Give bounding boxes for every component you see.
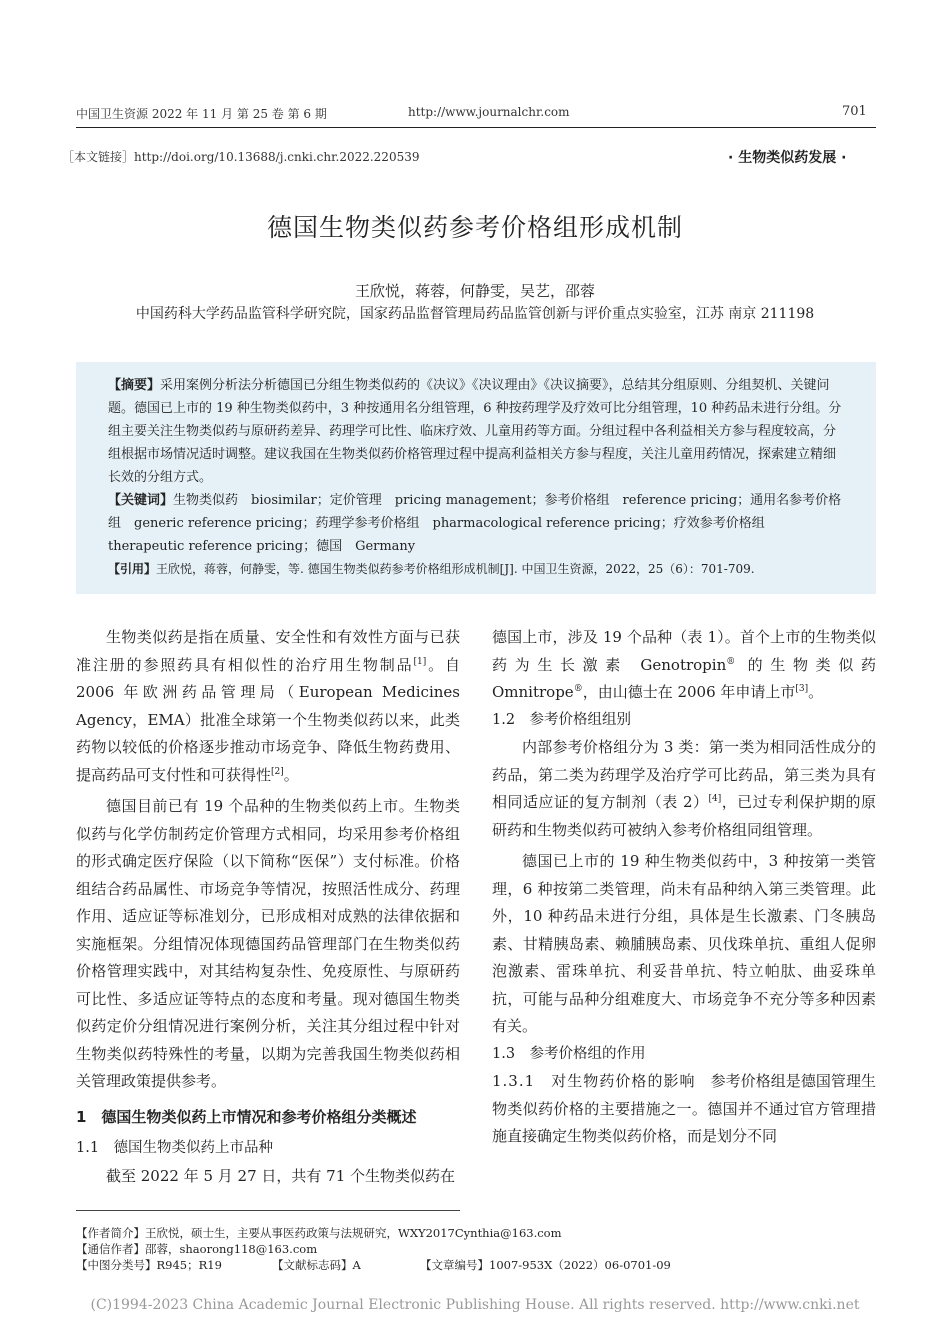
subsubsection-heading: 1.3.1 对生物药价格的影响 — [492, 1072, 696, 1090]
subsection-heading: 1.2 参考价格组组别 — [492, 711, 632, 728]
author-note: 【作者简介】王欣悦，硕士生，主要从事医药政策与法规研究，WXY2017Cynthia@163.com — [76, 1226, 562, 1240]
paragraph — [492, 1068, 876, 1151]
abstract-label: 【摘要】 — [108, 378, 161, 393]
text: 。 — [283, 765, 299, 784]
paragraph: 德国目前已有 19 个品种的生物类似药上市。生物类似药与化学仿制药定价管理方式相同，均采用参考价格组的形式确定医疗保险（以下简称“医保”）支付标准。价格组结合药品属性、市场竞争等情况，按照活性成分、药理作用、适应证等标准划分，已形成相对成熟的法律依据和实施框架。分组情况体现德国药品管理部门在生物类似药价格管理实践中，对其结构复杂性、免疫原性、与原研药可比性、多适应证等特点的态度和考量。现对德国生物类似药定价分组情况进行案例分析，关注其分组过程中针对生物类似药特殊性的考量，以期为完善我国生物类似药相关管理政策提供参考。 — [76, 797, 460, 1090]
citation-text: 王欣悦，蒋蓉，何静雯，等. 德国生物类似药参考价格组形成机制[J]. 中国卫生资源，2022，25（6）：701-709. — [156, 562, 755, 576]
text: 的生物类似药 Omnitrope — [492, 655, 876, 701]
article-title: 德国生物类似药参考价格组形成机制 — [266, 213, 683, 242]
header-rule — [76, 127, 876, 128]
subsection-heading: 1.1 德国生物类似药上市品种 — [76, 1140, 274, 1156]
text: 内部参考价格组分为 3 类：第一类为相同活性成分的药品，第二类为药理学及治疗学可比药品，第三类为具有相同适应证的复方制剂（表 2） — [492, 738, 876, 811]
reference-mark[interactable]: [4] — [708, 794, 722, 804]
paragraph: 截至 2022 年 5 月 27 日，共有 71 个生物类似药在 — [106, 1166, 456, 1185]
keywords-label: 【关键词】 — [108, 493, 174, 508]
journal-info: 中国卫生资源 2022 年 11 月 第 25 卷 第 6 期 — [76, 107, 327, 121]
text: 参考价格组是德国管理生物类似药价格的主要措施之一。德国并不通过官方管理措施直接确定生物类似药价格，而是划分不同 — [492, 1072, 876, 1145]
doi-link[interactable]: ［本文链接］http://doi.org/10.13688/j.cnki.chr.2022.220539 — [62, 150, 420, 164]
text: 生物类似药是指在质量、安全性和有效性方面与已获准注册的参照药具有相似性的治疗用生物制品 — [76, 628, 460, 674]
copyright-notice: (C)1994-2023 China Academic Journal Electronic Publishing House. All rights reserved. http://www.cnki.net — [90, 1297, 860, 1313]
reference-mark[interactable]: [1] — [413, 656, 427, 667]
article-number: 【文章编号】1007-953X（2022）06-0701-09 — [420, 1258, 671, 1272]
reference-mark[interactable]: [3] — [795, 684, 809, 694]
text: 。自 2006 年欧洲药品管理局（European Medicines Agency，EMA）批准全球第一个生物类似药以来，此类药物以较低的价格逐步推动市场竞争、降低生物药费用、提高药品可支付性和可获得性 — [76, 655, 460, 784]
authors: 王欣悦，蒋蓉，何静雯，吴艺，邵蓉 — [354, 282, 595, 300]
text: 。 — [808, 683, 824, 701]
citation-label: 【引用】 — [108, 562, 157, 576]
paragraph — [492, 734, 876, 844]
keywords — [108, 489, 844, 558]
page-number: 701 — [842, 104, 867, 119]
abstract — [108, 374, 844, 489]
clc-number: 【中图分类号】R945；R19 — [76, 1258, 222, 1272]
registered-mark: ® — [573, 684, 583, 694]
left-column — [76, 624, 460, 1190]
document-code: 【文献标志码】A — [272, 1258, 361, 1272]
subsection-heading: 1.3 参考价格组的作用 — [492, 1045, 646, 1062]
abstract-box — [76, 362, 876, 594]
journal-url[interactable]: http://www.journalchr.com — [408, 105, 570, 119]
paragraph — [76, 624, 460, 789]
citation — [108, 558, 844, 581]
paragraph: 德国已上市的 19 种生物类似药中，3 种按第一类管理，6 种按第二类管理，尚未有品种纳入第三类管理。此外，10 种药品未进行分组，具体是生长激素、门冬胰岛素、甘精胰岛素、赖脯胰岛素、贝伐珠单抗、重组人促卵泡激素、雷珠单抗、利妥昔单抗、特立帕肽、曲妥珠单抗，可能与品种分组难度大、市场竞争不充分等多种因素有关。 — [492, 852, 876, 1035]
registered-mark: ® — [726, 656, 736, 667]
paragraph — [492, 624, 876, 707]
reference-mark[interactable]: [2] — [271, 766, 284, 777]
text: 德国上市，涉及 19 个品种（表 1）。首个上市的生物类似药为生长激素 Genotropin — [492, 628, 876, 674]
correspondence-note: 【通信作者】邵蓉，shaorong118@163.com — [76, 1242, 318, 1256]
right-column — [492, 624, 876, 1151]
affiliation: 中国药科大学药品监管科学研究院，国家药品监督管理局药品监管创新与评价重点实验室，江苏 南京 211198 — [135, 306, 815, 322]
footnote-rule — [76, 1210, 460, 1211]
keywords-text: 生物类似药 biosimilar；定价管理 pricing management；参考价格组 reference pricing；通用名参考价格组 generic reference pricing；药理学参考价格组 pharmacological reference pricing；疗效参考价格组 therapeutic reference pricing；德国 Germany — [108, 493, 842, 554]
section-heading: 1 德国生物类似药上市情况和参考价格组分类概述 — [76, 1107, 417, 1126]
text: ，由山德士在 2006 年申请上市 — [582, 683, 796, 701]
abstract-text: 采用案例分析法分析德国已分组生物类似药的《决议》《决议理由》《决议摘要》，总结其分组原则、分组契机、关键问题。德国已上市的 19 种生物类似药中，3 种按通用名分组管理，6 种按药理学及疗效可比分组管理，10 种药品未进行分组。分组主要关注生物类似药与原研药差异、药理学可比性、临床疗效、儿童用药等方面。分组过程中各利益相关方参与程度较高，分组根据市场情况适时调整。建议我国在生物类似药价格管理过程中提高利益相关方参与程度，关注儿童用药情况，探索建立精细长效的分组方式。 — [108, 378, 842, 485]
text: ，已过专利保护期的原研药和生物类似药可被纳入参考价格组同组管理。 — [492, 793, 876, 839]
column-label: · 生物类似药发展 · — [728, 150, 847, 166]
